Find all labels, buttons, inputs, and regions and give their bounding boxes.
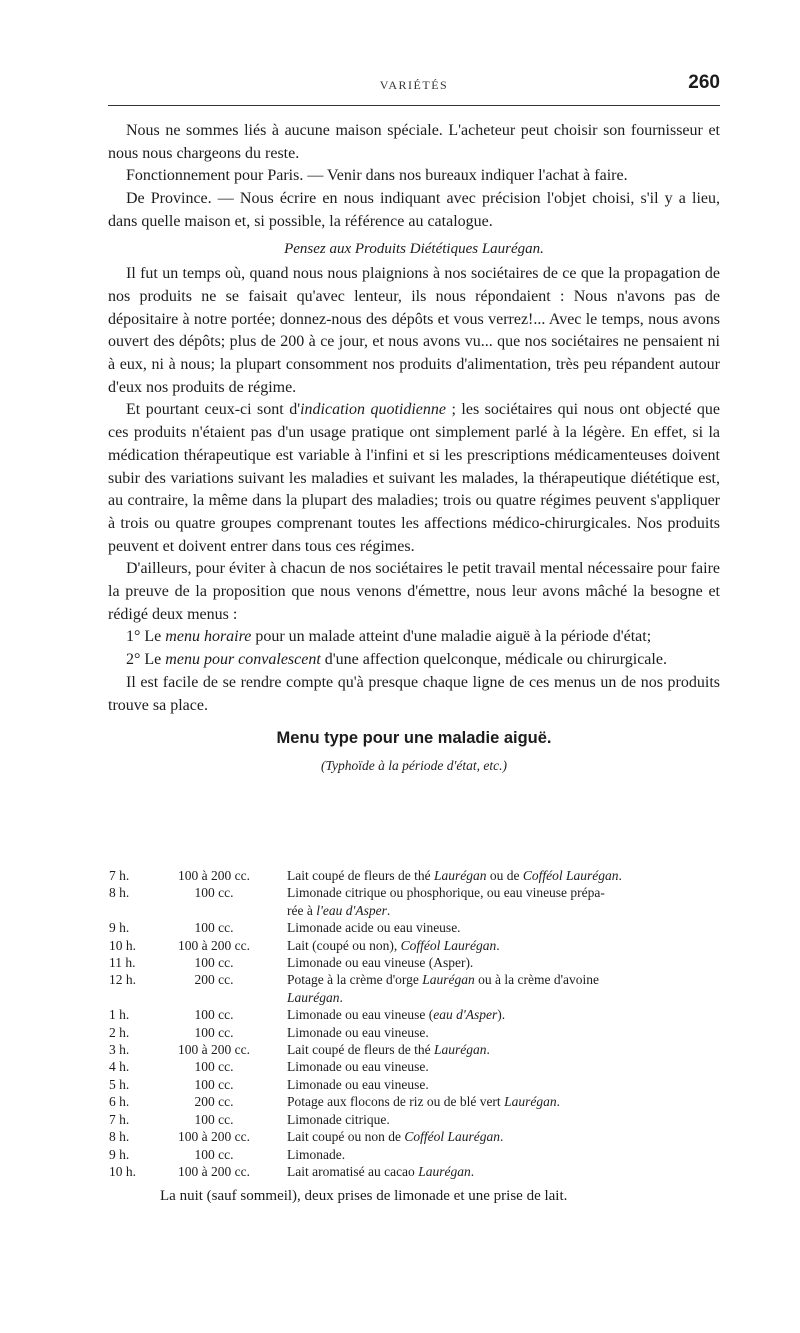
table-row xyxy=(103,1024,743,1041)
text-run: Limonade ou eau vineuse (Asper). xyxy=(287,955,474,971)
paragraph: D'ailleurs, pour éviter à chacun de nos sociétaires le petit travail mental nécessaire pour faire la preuve de la proposition que nous venons d'émettre, nous leur avons mâché la besogne et rédigé deux menus : xyxy=(108,560,720,623)
text-run: Limonade. xyxy=(287,1146,346,1162)
text-run: Potage aux flocons de riz ou de blé vert xyxy=(287,1094,505,1110)
text-run: ou à la crème d'avoine xyxy=(474,972,600,988)
menu-quantity: 100 cc. xyxy=(194,885,234,901)
table-row xyxy=(103,1041,743,1058)
text-run: d'une affection quelconque, médicale ou chirurgicale. xyxy=(320,651,667,669)
menu-description xyxy=(283,1093,743,1110)
menu-description xyxy=(283,1041,743,1058)
menu-footer-note: La nuit (sauf sommeil), deux prises de limonade et une prise de lait. xyxy=(160,1188,568,1204)
product-name: Laurégan xyxy=(433,1042,487,1058)
menu-quantity: 100 à 200 cc. xyxy=(178,868,250,883)
menu-hour: 4 h. xyxy=(109,1059,130,1075)
menu-description xyxy=(283,937,743,954)
text-run: Limonade ou eau vineuse. xyxy=(287,1024,429,1040)
text-run: . xyxy=(618,868,622,883)
menu-hour xyxy=(103,902,149,919)
text-run: Limonade ou eau vineuse. xyxy=(287,1059,429,1075)
menu-hour: 9 h. xyxy=(109,920,130,936)
table-row xyxy=(103,867,743,884)
text-run: Potage à la crème d'orge xyxy=(287,972,423,988)
header-rule xyxy=(108,105,720,106)
emphasis: menu horaire xyxy=(165,628,252,646)
text-run: Limonade citrique ou phosphorique, ou eau vineuse prépa- xyxy=(287,885,605,901)
text-run: Lait coupé de fleurs de thé xyxy=(287,868,434,883)
menu-quantity: 100 cc. xyxy=(194,1059,234,1075)
page-header xyxy=(108,70,720,100)
menu-hour: 9 h. xyxy=(109,1146,130,1162)
paragraph: De Province. — Nous écrire en nous indiquant avec précision l'objet choisi, s'il y a lieu, dans quelle maison et, si possible, la référence au catalogue. xyxy=(108,190,720,230)
menu-hour: 3 h. xyxy=(109,1042,130,1058)
paragraph: Il fut un temps où, quand nous nous plaignions à nos sociétaires de ce que la propagation de nos produits ne se faisait qu'avec lenteur, ils nous répondaient : Nous n'avons pas de dépositaire à notre portée; donnez-nous des dépôts et vous verrez!... Avec le temps, nous avons ouvert des dépôts; plus de 200 à ce jour, et nous avons vu... que nos sociétaires ne pensaient ni à eux, ni à nous; la plupart consomment nos produits d'alimentation, très peu répandent autour d'eux nos produits de régime. xyxy=(108,265,720,396)
menu-quantity: 200 cc. xyxy=(194,1094,234,1110)
table-row xyxy=(103,1076,743,1093)
text-run: Lait aromatisé au cacao xyxy=(287,1163,419,1179)
text-run: Lait coupé de fleurs de thé xyxy=(287,1042,434,1058)
menu-quantity: 100 à 200 cc. xyxy=(178,1129,250,1145)
text-run: . xyxy=(496,937,500,953)
table-row xyxy=(103,989,743,1006)
text-run: 2° Le xyxy=(126,651,166,669)
text-run: Lait coupé ou non de xyxy=(287,1129,405,1145)
menu-description xyxy=(283,867,743,884)
slogan: Pensez aux Produits Diététiques Laurégan. xyxy=(284,240,544,257)
text-run: . xyxy=(499,1129,504,1145)
menu-table xyxy=(103,867,743,1180)
text-run: ; les sociétaires qui nous ont objecté que ces produits n'étaient pas d'un usage pratique ont simplement parlé à la légère. En effet, si la médication thérapeutique est variable à l'infini et si les prescriptions médicamenteuses doivent subir des variations suivant les maladies et suivant les malades, la thérapeutique diététique est, au contraire, la même dans la plupart des maladies; trois ou quatre régimes peuvent s'appliquer à trois ou quatre groupes comprenant toutes les affections médico-chirurgicales. Nos produits peuvent et doivent entrer dans tous ces régimes. xyxy=(108,401,721,555)
menu-description xyxy=(283,1006,743,1023)
paragraph: Nous ne sommes liés à aucune maison spéciale. L'acheteur peut choisir son fournisseur et nous nous chargeons du reste. xyxy=(108,122,720,162)
emphasis: indication quotidienne xyxy=(300,401,447,419)
menu-quantity: 100 cc. xyxy=(194,1076,234,1092)
menu-subtitle: (Typhoïde à la période d'état, etc.) xyxy=(321,758,507,774)
text-run: . xyxy=(386,902,391,918)
paragraph: Fonctionnement pour Paris. — Venir dans nos bureaux indiquer l'achat à faire. xyxy=(126,167,628,185)
page-number: 260 xyxy=(688,72,720,93)
menu-quantity: 100 cc. xyxy=(194,1024,234,1040)
text-run: ou de xyxy=(486,868,523,883)
product-name: Cofféol Laurégan xyxy=(404,1129,500,1145)
menu-quantity xyxy=(149,989,283,1006)
text-run: Et pourtant ceux-ci sont d' xyxy=(126,401,301,419)
text-run: Limonade citrique. xyxy=(287,1111,390,1127)
table-row xyxy=(103,1093,743,1110)
product-name: Laurégan xyxy=(433,868,487,883)
menu-hour: 12 h. xyxy=(109,972,136,988)
product-name: Cofféol Laurégan xyxy=(400,937,497,953)
text-run: pour un malade atteint d'une maladie aiguë à la période d'état; xyxy=(251,628,652,646)
menu-title: Menu type pour une maladie aiguë. xyxy=(276,729,552,748)
table-row xyxy=(103,1111,743,1128)
menu-description xyxy=(283,1163,743,1180)
table-row xyxy=(103,1146,743,1163)
menu-description xyxy=(283,902,743,919)
text-run: rée à xyxy=(287,902,317,918)
menu-quantity: 100 cc. xyxy=(194,1007,234,1023)
menu-description xyxy=(283,971,743,988)
running-title: VARIÉTÉS xyxy=(379,78,449,92)
product-name: Laurégan xyxy=(504,1094,557,1110)
menu-quantity xyxy=(149,902,283,919)
menu-hour: 5 h. xyxy=(109,1076,130,1092)
menu-description xyxy=(283,1111,743,1128)
table-row xyxy=(103,1128,743,1145)
menu-description xyxy=(283,1076,743,1093)
text-run: Lait (coupé ou non), xyxy=(287,937,401,953)
product-name: Laurégan xyxy=(422,972,475,988)
page xyxy=(108,70,720,778)
table-row xyxy=(103,971,743,988)
menu-description xyxy=(283,1146,743,1163)
menu-quantity: 100 cc. xyxy=(194,955,234,971)
product-name: l'eau d'Asper xyxy=(316,902,387,918)
text-run: Limonade ou eau vineuse. xyxy=(287,1076,429,1092)
table-row xyxy=(103,1163,743,1180)
menu-description xyxy=(283,989,743,1006)
table-row xyxy=(103,1006,743,1023)
menu-description xyxy=(283,1058,743,1075)
menu-hour: 8 h. xyxy=(109,1129,130,1145)
menu-description xyxy=(283,954,743,971)
menu-quantity: 200 cc. xyxy=(194,972,234,988)
emphasis: menu pour convalescent xyxy=(165,651,321,669)
table-row xyxy=(103,1058,743,1075)
text-run: . xyxy=(339,989,343,1005)
product-name: Cofféol Laurégan xyxy=(522,868,619,883)
menu-hour: 2 h. xyxy=(109,1024,130,1040)
menu-hour: 7 h. xyxy=(109,1111,130,1127)
menu-description xyxy=(283,1024,743,1041)
menu-quantity: 100 à 200 cc. xyxy=(178,1042,250,1058)
text-run: Limonade acide ou eau vineuse. xyxy=(287,920,461,936)
menu-quantity: 100 à 200 cc. xyxy=(178,1163,250,1179)
product-name: eau d'Asper xyxy=(433,1007,498,1023)
menu-hour: 10 h. xyxy=(109,937,136,953)
paragraph xyxy=(108,399,720,558)
menu-hour xyxy=(103,989,149,1006)
menu-hour: 7 h. xyxy=(109,868,130,883)
menu-hour: 10 h. xyxy=(109,1163,136,1179)
table-row xyxy=(103,902,743,919)
text-run: 1° Le xyxy=(126,628,166,646)
menu-description xyxy=(283,1128,743,1145)
menu-hour: 6 h. xyxy=(109,1094,130,1110)
text-run: . xyxy=(470,1163,475,1179)
table-row xyxy=(103,919,743,936)
menu-description xyxy=(283,919,743,936)
text-run: . xyxy=(486,1042,490,1058)
menu-hour: 8 h. xyxy=(109,885,130,901)
article-body xyxy=(108,120,720,717)
table-row xyxy=(103,884,743,901)
menu-quantity: 100 cc. xyxy=(194,1146,234,1162)
menu-description xyxy=(283,884,743,901)
text-run: ). xyxy=(497,1007,506,1023)
menu-quantity: 100 à 200 cc. xyxy=(178,937,250,953)
menu-quantity: 100 cc. xyxy=(194,1111,234,1127)
product-name: Laurégan xyxy=(287,989,340,1005)
product-name: Laurégan xyxy=(418,1163,471,1179)
table-row xyxy=(103,937,743,954)
text-run: Limonade ou eau vineuse ( xyxy=(287,1007,434,1023)
table-row xyxy=(103,954,743,971)
menu-hour: 11 h. xyxy=(109,955,136,971)
menu-hour: 1 h. xyxy=(109,1007,130,1023)
paragraph xyxy=(108,649,720,672)
paragraph xyxy=(108,626,720,649)
text-run: . xyxy=(556,1094,560,1110)
paragraph: Il est facile de se rendre compte qu'à presque chaque ligne de ces menus un de nos produits trouve sa place. xyxy=(108,673,720,714)
menu-quantity: 100 cc. xyxy=(194,920,234,936)
